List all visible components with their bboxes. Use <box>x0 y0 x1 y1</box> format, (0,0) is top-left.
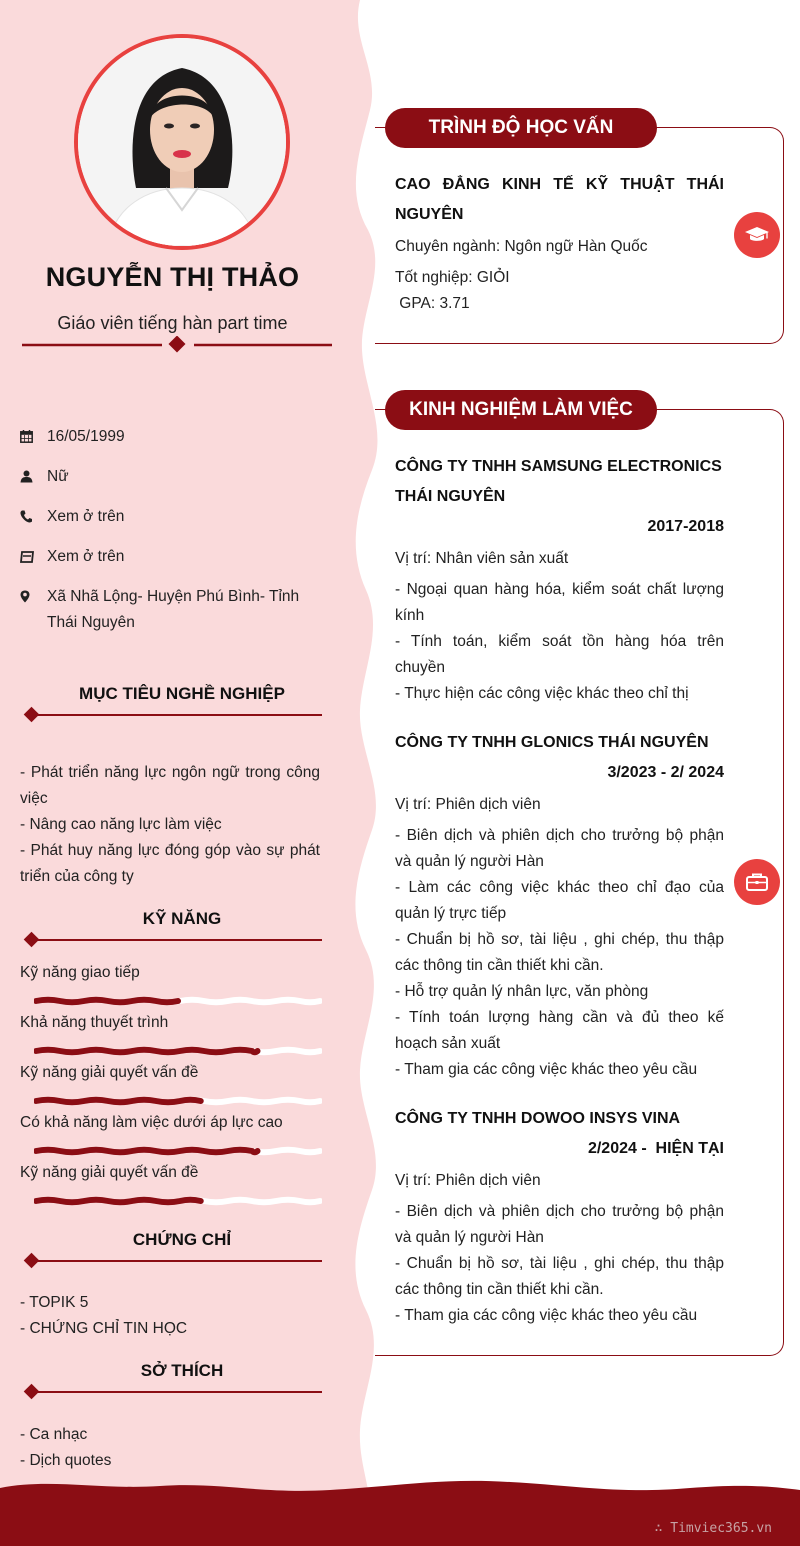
certificates-divider <box>22 1252 322 1270</box>
certificate-item: - CHỨNG CHỈ TIN HỌC <box>20 1320 188 1337</box>
job-period: 3/2023 - 2/ 2024 <box>607 764 724 781</box>
job-duty: - Chuẩn bị hồ sơ, tài liệu , ghi chép, thu thập các thông tin cần thiết khi cần. <box>395 1255 724 1298</box>
job-title: Giáo viên tiếng hàn part time <box>57 313 288 333</box>
job-duty: - Tham gia các công việc khác theo yêu cầu <box>395 1307 698 1324</box>
envelope-icon <box>20 544 47 572</box>
job-duty: - Chuẩn bị hồ sơ, tài liệu , ghi chép, thu thập các thông tin cần thiết khi cần. <box>395 931 724 974</box>
job-duty: - Thực hiện các công việc khác theo chỉ thị <box>395 685 689 702</box>
certificates-title: CHỨNG CHỈ <box>132 1230 232 1249</box>
skills-divider <box>22 931 322 949</box>
skill-name: Có khả năng làm việc dưới áp lực cao <box>20 1114 283 1131</box>
calendar-icon <box>20 424 47 452</box>
objective-heading <box>22 684 322 714</box>
skill-name: Kỹ năng giải quyết vấn đề <box>20 1064 199 1081</box>
certificate-item: - TOPIK 5 <box>20 1294 89 1311</box>
job-duty: - Làm các công việc khác theo chỉ đạo của quản lý trực tiếp <box>395 879 724 922</box>
avatar-portrait <box>78 38 286 246</box>
skill-fill <box>36 1200 201 1203</box>
phone-value: Xem ở trên <box>47 508 125 525</box>
job-duty: - Biên dịch và phiên dịch cho trưởng bộ phận và quản lý người Hàn <box>395 827 724 870</box>
objective-line: - Nâng cao năng lực làm việc <box>20 816 222 833</box>
objective-divider <box>22 706 322 724</box>
job-duties <box>395 823 724 1083</box>
hobbies-title: SỞ THÍCH <box>140 1361 224 1380</box>
job-company: CÔNG TY TNHH SAMSUNG ELECTRONICS THÁI NGUYÊN <box>395 458 722 505</box>
candidate-name: NGUYỄN THỊ THẢO <box>45 262 300 292</box>
job-duties <box>395 577 724 707</box>
phone-row <box>20 504 320 532</box>
job-period: 2017-2018 <box>647 518 724 535</box>
profile-photo <box>74 34 290 250</box>
gender-value: Nữ <box>47 468 69 485</box>
gender-row <box>20 464 320 492</box>
skill-level-bar <box>34 1194 322 1208</box>
job-duty: - Tính toán, kiểm soát tồn hàng hóa trên chuyền <box>395 633 724 676</box>
skills-title: KỸ NĂNG <box>142 909 222 928</box>
job-duty: - Hỗ trợ quản lý nhân lực, văn phòng <box>395 983 649 1000</box>
job-duty: - Ngoại quan hàng hóa, kiểm soát chất lượng kính <box>395 581 724 624</box>
email-value: Xem ở trên <box>47 548 125 565</box>
education-school: CAO ĐẲNG KINH TẾ KỸ THUẬT THÁI NGUYÊN <box>395 176 724 223</box>
job-duties <box>395 1199 724 1329</box>
map-marker-icon <box>20 584 47 636</box>
phone-icon <box>20 504 47 532</box>
skill-level-bar <box>34 994 322 1008</box>
brand-text: Timviec365.vn <box>670 1521 772 1536</box>
experience-tab: KINH NGHIỆM LÀM VIỆC <box>385 390 657 430</box>
objective-line: - Phát triển năng lực ngôn ngữ trong công việc <box>20 764 320 807</box>
job-position: Vị trí: Phiên dịch viên <box>395 1172 541 1189</box>
address-value: Xã Nhã Lộng- Huyện Phú Bình- Tỉnh Thái Nguyên <box>47 588 300 631</box>
hobbies-heading <box>22 1361 322 1391</box>
user-icon <box>20 464 47 492</box>
hobby-item: - Ca nhạc <box>20 1426 88 1443</box>
education-tab: TRÌNH ĐỘ HỌC VẤN <box>385 108 657 148</box>
skill-fill <box>36 1150 258 1153</box>
birthday-row <box>20 424 320 452</box>
job-position: Vị trí: Nhân viên sản xuất <box>395 550 569 567</box>
skill-name: Kỹ năng giao tiếp <box>20 964 140 981</box>
skill-name: Kỹ năng giải quyết vấn đề <box>20 1164 199 1181</box>
skill-fill <box>36 1100 201 1103</box>
hobbies-list <box>20 1422 320 1474</box>
address-row <box>20 584 320 636</box>
education-major: Chuyên ngành: Ngôn ngữ Hàn Quốc <box>395 238 648 255</box>
job-position: Vị trí: Phiên dịch viên <box>395 796 541 813</box>
job-duty: - Biên dịch và phiên dịch cho trưởng bộ phận và quản lý người Hàn <box>395 1203 724 1246</box>
certificates-heading <box>22 1230 322 1260</box>
skill-fill <box>36 1050 258 1053</box>
objective-title: MỤC TIÊU NGHỀ NGHIỆP <box>79 684 285 703</box>
hobby-item: - Dịch quotes <box>20 1452 112 1469</box>
skill-level-bar <box>34 1044 322 1058</box>
certificates-list <box>20 1290 320 1342</box>
name-divider <box>22 336 332 354</box>
graduation-cap-icon <box>734 212 780 258</box>
birthday-value: 16/05/1999 <box>47 428 125 445</box>
hobbies-divider <box>22 1383 322 1401</box>
job-company: CÔNG TY TNHH GLONICS THÁI NGUYÊN <box>395 734 709 751</box>
job-duty: - Tham gia các công việc khác theo yêu cầu <box>395 1061 698 1078</box>
email-row <box>20 544 320 572</box>
job-duty: - Tính toán lượng hàng cần và đủ theo kế hoạch sản xuất <box>395 1009 724 1052</box>
job-period: 2/2024 - HIỆN TẠI <box>587 1140 724 1157</box>
skills-heading <box>22 909 322 939</box>
skill-level-bar <box>34 1094 322 1108</box>
briefcase-icon <box>734 859 780 905</box>
brand-watermark: ∴ Timviec365.vn <box>654 1521 772 1536</box>
objective-text <box>20 760 320 890</box>
skill-level-bar <box>34 1144 322 1158</box>
skill-fill <box>36 1000 178 1003</box>
objective-line: - Phát huy năng lực đóng góp vào sự phát triển của công ty <box>20 842 320 885</box>
job-company: CÔNG TY TNHH DOWOO INSYS VINA <box>395 1110 681 1127</box>
skill-name: Khả năng thuyết trình <box>20 1014 169 1031</box>
education-gpa: GPA: 3.71 <box>395 295 470 312</box>
education-graduation: Tốt nghiệp: GIỎI <box>395 269 510 286</box>
